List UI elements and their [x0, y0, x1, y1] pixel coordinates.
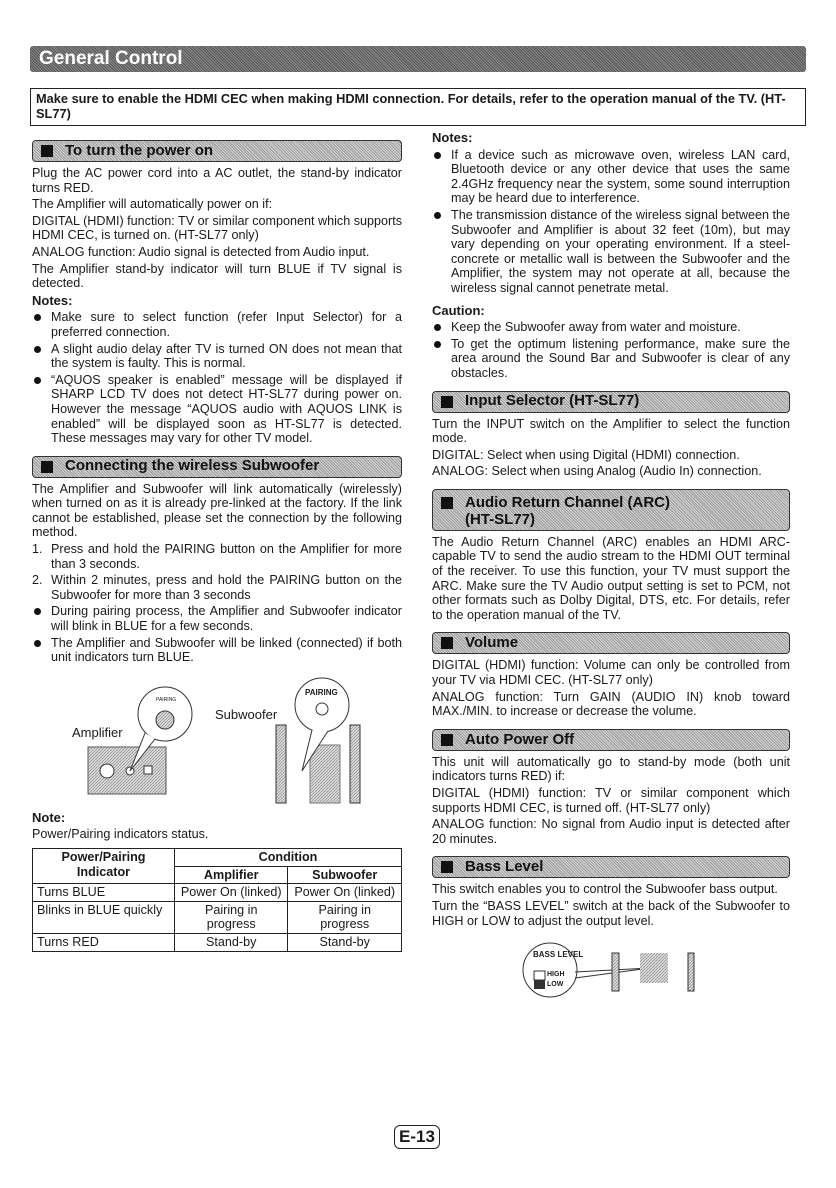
paragraph: The Audio Return Channel (ARC) enables an HDMI ARC-capable TV to send the audio stream to the HDMI OUT terminal of the receiver. To use this function, your TV must support the ARC. Make sure the TV Audio output setting is set to PCM, not other formats such as Dolby Digital, DTS, etc. For details, refer to the operation manual of the TV. [432, 534, 790, 622]
pairing-diagram [20, 667, 420, 807]
cell: Power On (linked) [175, 884, 288, 902]
list-item: “AQUOS speaker is enabled” message will be displayed if SHARP LCD TV does not detect HT-SL77 during power on. However the message “AQUOS audio with AQUOS LINK is enabled” will be displayed soon as HT-SL77 is detected. These messages may vary for other TV model. [32, 373, 402, 446]
paragraph: ANALOG: Select when using Analog (Audio In) connection. [432, 464, 762, 479]
cell: Stand-by [175, 933, 288, 951]
header-subwoofer: Subwoofer [288, 866, 402, 884]
list-item: The transmission distance of the wireless signal between the Subwoofer and Amplifier is about 32 feet (10m), but may vary depending on your operating environment. If a steel-concrete or metallic wall is between the Subwoofer and the Amplifier, the system may not operate at all, because the wireless signal cannot penetrate metal. [432, 208, 790, 296]
square-bullet-icon [441, 637, 453, 649]
hdmi-cec-notice: Make sure to enable the HDMI CEC when making HDMI connection. For details, refer to the operation manual of the TV. (HT-SL77) [30, 88, 806, 126]
step-text: Press and hold the PAIRING button on the Amplifier for more than 3 seconds. [51, 542, 402, 571]
section-title: Connecting the wireless Subwoofer [65, 457, 320, 475]
cell: Turns BLUE [33, 884, 175, 902]
indicator-status [32, 811, 402, 952]
paragraph: Plug the AC power cord into a AC outlet, the stand-by indicator turns RED. [32, 166, 402, 195]
square-bullet-icon [41, 461, 53, 473]
list-item: Keep the Subwoofer away from water and moisture. [432, 320, 790, 335]
right-notes [432, 131, 790, 381]
title-line: Audio Return Channel (ARC) [465, 493, 670, 511]
wireless-section [32, 456, 402, 665]
table-row [33, 884, 402, 902]
paragraph: The Amplifier will automatically power on if: [32, 197, 273, 212]
page-number: E-13 [394, 1125, 440, 1149]
paragraph: Turn the INPUT switch on the Amplifier to select the function mode. [432, 416, 790, 446]
note-heading: Note: [32, 809, 66, 825]
paragraph: DIGITAL (HDMI) function: TV or similar component which supports HDMI CEC, is turned on. (HT-SL77 only) [32, 213, 403, 243]
cell: Power On (linked) [288, 884, 402, 902]
list-item: The Amplifier and Subwoofer will be linked (connected) if both unit indicators turn BLUE. [32, 636, 402, 665]
right-column [432, 128, 790, 998]
steps-list [32, 542, 402, 602]
paragraph: ANALOG function: Turn GAIN (AUDIO IN) knob toward MAX./MIN. to increase or decrease the volume. [432, 689, 790, 719]
amplifier-pairing-label: PAIRING [156, 696, 177, 703]
list-item: To get the optimum listening performance, make sure the area around the Sound Bar and Subwoofer is clear of any obstacles. [432, 337, 790, 381]
arc-section [432, 489, 790, 623]
paragraph: The Amplifier and Subwoofer will link automatically (wirelessly) when turned on as it is already pre-linked at the factory. If the link cannot be established, please set the connection by the following method. [32, 481, 402, 540]
cell: Stand-by [288, 933, 402, 951]
input-selector-section [432, 391, 790, 479]
amplifier-label: Amplifier [72, 724, 123, 740]
paragraph: Power/Pairing indicators status. [32, 827, 209, 842]
page-title: General Control [39, 48, 183, 69]
header-condition: Condition [175, 849, 402, 867]
paragraph: This switch enables you to control the Subwoofer bass output. [432, 882, 778, 897]
page-title-bar [30, 46, 806, 72]
square-bullet-icon [441, 734, 453, 746]
section-header-power-on [32, 140, 402, 162]
notes-heading: Notes: [32, 292, 73, 308]
square-bullet-icon [41, 145, 53, 157]
paragraph: DIGITAL: Select when using Digital (HDMI) connection. [432, 447, 740, 462]
caution-heading: Caution: [432, 302, 485, 318]
title-line: (HT-SL77) [465, 510, 536, 528]
paragraph: DIGITAL (HDMI) function: TV or similar component which supports HDMI CEC, is turned off. (HT-SL77 only) [432, 786, 790, 815]
indicator-table [32, 848, 402, 952]
step-item [32, 573, 402, 602]
notes-list [432, 148, 790, 296]
section-header-auto-power-off [432, 729, 790, 751]
volume-section [432, 632, 790, 718]
step-text: Within 2 minutes, press and hold the PAIRING button on the Subwoofer for more than 3 seconds [51, 573, 402, 602]
cell: Blinks in BLUE quickly [33, 901, 175, 933]
paragraph: ANALOG function: Audio signal is detected from Audio input. [32, 244, 370, 259]
low-label: LOW [547, 981, 564, 989]
square-bullet-icon [441, 497, 453, 509]
table-row [33, 901, 402, 933]
section-title: To turn the power on [65, 141, 214, 159]
bass-level-section [432, 856, 790, 928]
caution-list [432, 320, 790, 380]
square-bullet-icon [441, 861, 453, 873]
cell: Pairing in progress [175, 901, 288, 933]
paragraph: The Amplifier stand-by indicator will turn BLUE if TV signal is detected. [32, 261, 402, 291]
bass-level-diagram [520, 938, 720, 998]
table-row [33, 933, 402, 951]
section-title: Auto Power Off [465, 730, 575, 748]
paragraph: DIGITAL (HDMI) function: Volume can only be controlled from your TV via HDMI CEC. (HT-SL77 only) [432, 658, 790, 688]
header-amplifier: Amplifier [175, 866, 288, 884]
section-title: Input Selector (HT-SL77) [465, 392, 640, 410]
notes-list [32, 310, 402, 445]
paragraph: Turn the “BASS LEVEL” switch at the back of the Subwoofer to HIGH or LOW to adjust the output level. [432, 898, 790, 928]
list-item: If a device such as microwave oven, wireless LAN card, Bluetooth device or any other device that uses the same 2.4GHz frequency near the system, some sound interruption may be heard due to interference. [432, 148, 790, 206]
high-label: HIGH [547, 971, 565, 979]
step-item [32, 542, 402, 571]
section-title [465, 494, 670, 528]
subwoofer-label: Subwoofer [215, 706, 278, 722]
bass-level-label: BASS LEVEL [533, 950, 584, 960]
section-title: Bass Level [465, 858, 544, 876]
section-title: Volume [465, 634, 519, 652]
list-item: During pairing process, the Amplifier and Subwoofer indicator will blink in BLUE for a few seconds. [32, 604, 402, 633]
cell: Turns RED [33, 933, 175, 951]
list-item: Make sure to select function (refer Input Selector) for a preferred connection. [32, 310, 402, 339]
square-bullet-icon [441, 396, 453, 408]
pairing-bullets [32, 604, 402, 664]
section-header-arc [432, 489, 790, 531]
section-header-bass-level [432, 856, 790, 878]
step-number: 1. [32, 542, 43, 557]
left-column [32, 140, 402, 952]
step-number: 2. [32, 573, 43, 588]
section-header-wireless [32, 456, 402, 478]
cell: Pairing in progress [288, 901, 402, 933]
paragraph: This unit will automatically go to stand-by mode (both unit indicators turns RED) if: [432, 754, 790, 784]
section-header-input-selector [432, 391, 790, 413]
power-on-section [32, 140, 402, 446]
paragraph: ANALOG function: No signal from Audio input is detected after 20 minutes. [432, 817, 790, 846]
auto-power-off-section [432, 729, 790, 847]
list-item: A slight audio delay after TV is turned ON does not mean that the system is faulty. This is normal. [32, 342, 402, 371]
bass-switch-illustration [520, 938, 720, 998]
section-header-volume [432, 632, 790, 654]
header-indicator: Power/Pairing Indicator [33, 849, 175, 884]
notes-heading: Notes: [432, 130, 473, 145]
subwoofer-pairing-label: PAIRING [305, 687, 338, 697]
